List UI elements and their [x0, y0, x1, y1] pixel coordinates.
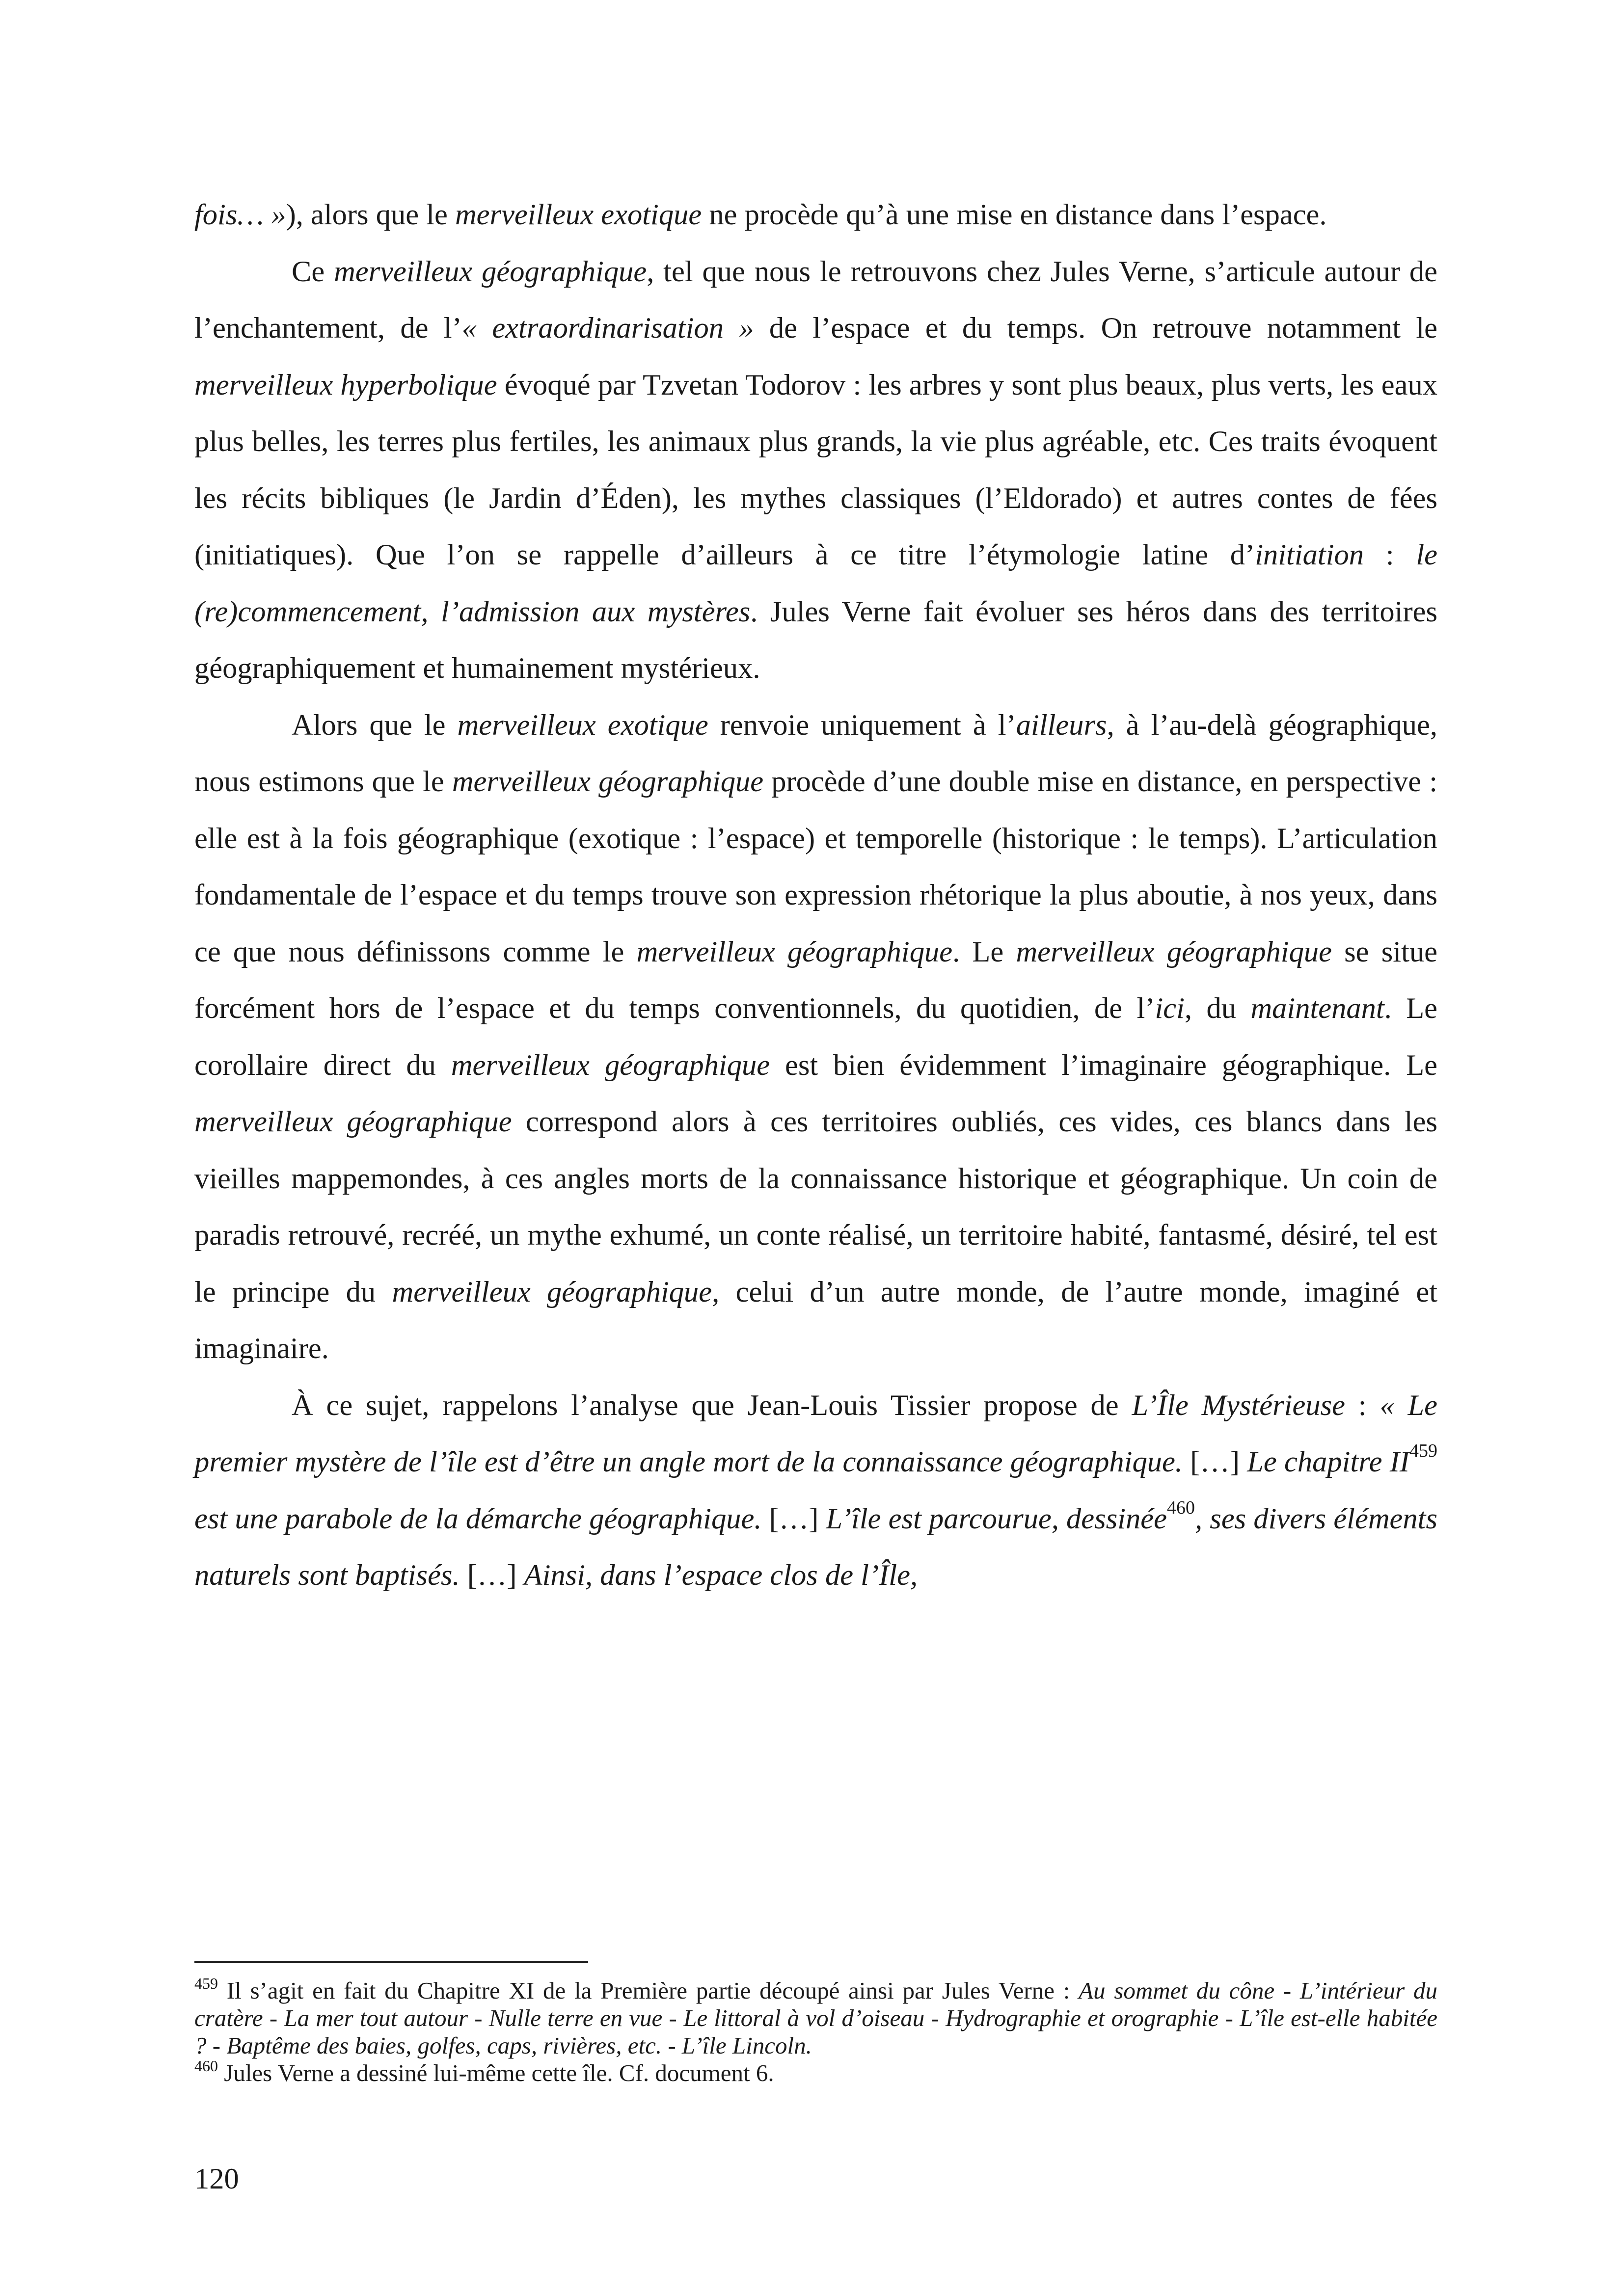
text-run: :	[1364, 538, 1416, 571]
italic-text: « Le premier mystère de l’île est d’être un angle mort de la connaissance géographique.	[194, 1388, 1438, 1478]
paragraph	[194, 187, 1437, 243]
page-number: 120	[194, 2163, 239, 2195]
italic-text: le (re)commencement, l’admission aux mystères	[194, 538, 1437, 628]
italic-text: est une parabole de la démarche géographique.	[194, 1502, 762, 1535]
text-run: Alors que le	[292, 708, 458, 742]
italic-text: Le chapitre II	[1247, 1445, 1409, 1478]
text-run: est bien évidemment l’imaginaire géographique. Le	[770, 1048, 1438, 1082]
footnotes	[194, 1977, 1437, 2087]
italic-text: merveilleux hyperbolique	[194, 368, 497, 401]
text-run: correspond alors à ces territoires oubliés, ces vides, ces blancs dans les vieilles mappemondes, à ces angles morts de la connaissance historique et géographique. Un coin de paradis retrouvé, recréé, un mythe exhumé, un conte réalisé, un territoire habité, fantasmé, désiré, tel est le principe du	[194, 1105, 1437, 1308]
footnote-ref: 459	[1409, 1441, 1437, 1461]
text-run: de l’espace et du temps. On retrouve notamment le	[754, 312, 1437, 345]
italic-text: merveilleux exotique	[455, 198, 702, 231]
paragraph	[194, 1377, 1437, 1604]
text-run: . Le	[952, 935, 1016, 968]
italic-text: , ses divers éléments naturels sont baptisés.	[194, 1502, 1437, 1592]
text-run: […]	[761, 1502, 826, 1535]
footnote	[194, 2059, 1437, 2087]
text-run: évoqué par Tzvetan Todorov : les arbres y sont plus beaux, plus verts, les eaux plus belles, les terres plus fertiles, les animaux plus grands, la vie plus agréable, etc. Ces traits évoquent les récits bibliques (le Jardin d’Éden), les mythes classiques (l’Eldorado) et autres contes de fées (initiatiques). Que l’on se rappelle d’ailleurs à ce titre l’étymologie latine d’	[194, 368, 1437, 571]
italic-text: L’île est parcourue, dessinée	[826, 1502, 1167, 1535]
text-run: se situe forcément hors de l’espace et du temps conventionnels, du quotidien, de l’	[194, 935, 1438, 1025]
text-run: . Le corollaire direct du	[194, 992, 1438, 1082]
text-run: procède d’une double mise en distance, en perspective : elle est à la fois géographique (exotique : l’espace) et temporelle (historique : le temps). L’articulation fondamentale de l’espace et du temps trouve son expression rhétorique la plus aboutie, à nos yeux, dans ce que nous définissons comme le	[194, 765, 1438, 968]
italic-text: merveilleux géographique	[1016, 935, 1332, 968]
italic-text: merveilleux exotique	[457, 708, 708, 742]
italic-text: merveilleux géographique	[451, 1048, 770, 1082]
italic-text: maintenant	[1250, 992, 1384, 1025]
text-run: Ce	[292, 255, 334, 288]
footnote-ref: 460	[194, 2057, 218, 2075]
text-run: renvoie uniquement à l’	[708, 708, 1016, 742]
text-run: À ce sujet, rappelons l’analyse que Jean-Louis Tissier propose de	[292, 1388, 1132, 1422]
italic-text: « extraordinarisation »	[461, 312, 754, 345]
text-run: :	[1345, 1388, 1380, 1422]
italic-text: ici	[1155, 992, 1185, 1025]
text-run: , à l’au-delà géographique, nous estimons que le	[194, 708, 1437, 798]
text-run: ), alors que le	[286, 198, 455, 231]
italic-text: L’Île Mystérieuse	[1132, 1388, 1345, 1422]
body-text	[194, 187, 1437, 1604]
text-run: […]	[1182, 1445, 1247, 1478]
footnote-ref: 460	[1167, 1497, 1195, 1518]
footnote-separator	[194, 1961, 588, 1963]
text-run: , celui d’un autre monde, de l’autre monde, imaginé et imaginaire.	[194, 1275, 1438, 1365]
paragraph	[194, 243, 1437, 697]
text-run: Il s’agit en fait du Chapitre XI de la Première partie découpé ainsi par Jules Verne :	[218, 1977, 1079, 2004]
italic-text: fois… »	[194, 198, 286, 231]
text-run: , du	[1184, 992, 1251, 1025]
italic-text: Ainsi, dans l’espace clos de l’Île,	[524, 1559, 918, 1592]
italic-text: initiation	[1255, 538, 1364, 571]
italic-text: merveilleux géographique	[636, 935, 953, 968]
italic-text: ailleurs	[1016, 708, 1107, 742]
text-run: Jules Verne a dessiné lui-même cette île. Cf. document 6.	[218, 2059, 774, 2086]
italic-text: merveilleux géographique	[452, 765, 764, 798]
text-run: ne procède qu’à une mise en distance dans l’espace.	[702, 198, 1327, 231]
footnote-ref: 459	[194, 1975, 218, 1992]
italic-text: merveilleux géographique	[334, 255, 647, 288]
footnote	[194, 1977, 1437, 2059]
text-run: . Jules Verne fait évoluer ses héros dans des territoires géographiquement et humainement mystérieux.	[194, 595, 1437, 685]
italic-text: Au sommet du cône - L’intérieur du cratère - La mer tout autour - Nulle terre en vue - Le littoral à vol d’oiseau - Hydrographie et orographie - L’île est-elle habitée ? - Baptême des baies, golfes, caps, rivières, etc. - L’île Lincoln.	[194, 1977, 1437, 2059]
italic-text: merveilleux géographique	[194, 1105, 512, 1138]
text-run: […]	[460, 1559, 524, 1592]
text-run: , tel que nous le retrouvons chez Jules Verne, s’articule autour de l’enchantement, de l’	[194, 255, 1437, 345]
paragraph	[194, 697, 1437, 1377]
italic-text: merveilleux géographique	[392, 1275, 712, 1308]
